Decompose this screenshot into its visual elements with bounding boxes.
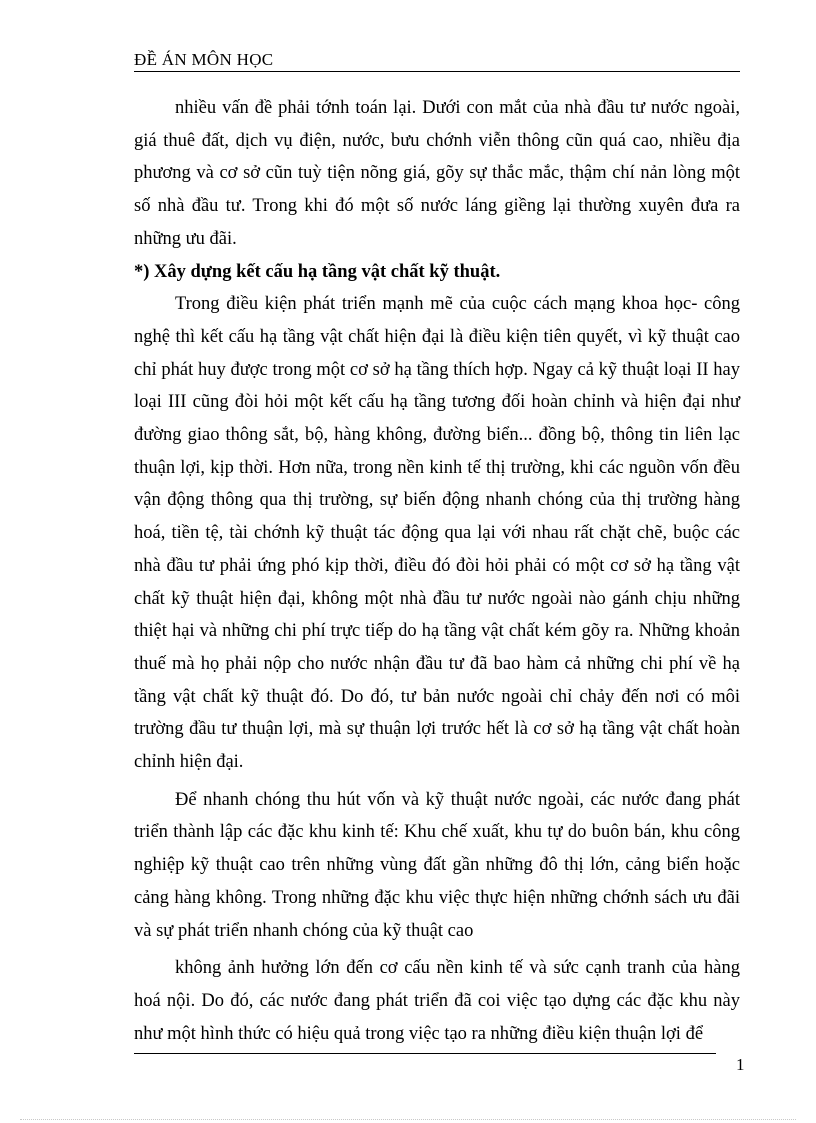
page-bottom-edge (20, 1119, 796, 1120)
paragraph: Trong điều kiện phát triển mạnh mẽ của cuộc cách mạng khoa học- công nghệ thì kết cấu hạ tầng vật chất hiện đại là điều kiện tiên quyết, vì kỹ thuật cao chỉ phát huy được trong một cơ sở hạ tầng thích hợp. Ngay cả kỹ thuật loại II hay loại III cũng đòi hỏi một kết cấu hạ tầng tương đối hoàn chỉnh và hiện đại như đường giao thông sắt, bộ, hàng không, đường biển... đồng bộ, thông tin liên lạc thuận lợi, kịp thời. Hơn nữa, trong nền kinh tế thị trường, khi các nguồn vốn đều vận động thông qua thị trường, sự biến động nhanh chóng của thị trường hàng hoá, tiền tệ, tài chớnh kỹ thuật tác động qua lại với nhau rất chặt chẽ, buộc các nhà đầu tư phải ứng phó kịp thời, điều đó đòi hỏi phải có một cơ sở hạ tầng vật chất kỹ thuật hiện đại, không một nhà đầu tư nước ngoài nào gánh chịu những thiệt hại và những chi phí trực tiếp do hạ tầng vật chất kém gõy ra. Những khoản thuế mà họ phải nộp cho nước nhận đầu tư đã bao hàm cả những chi phí về hạ tầng vật chất kỹ thuật đó. Do đó, tư bản nước ngoài chỉ chảy đến nơi có môi trường đầu tư thuận lợi, mà sự thuận lợi trước hết là cơ sở hạ tầng vật chất hoàn chỉnh hiện đại. (134, 294, 740, 773)
document-body (134, 92, 740, 1050)
paragraph: nhiều vấn đề phải tớnh toán lại. Dưới con mắt của nhà đầu tư nước ngoài, giá thuê đất, dịch vụ điện, nước, bưu chớnh viễn thông cũn quá cao, nhiều địa phương và cơ sở cũn tuỳ tiện nõng giá, gõy sự thắc mắc, thậm chí nản lòng một số nhà đầu tư. Trong khi đó một số nước láng giềng lại thường xuyên đưa ra những ưu đãi. (134, 98, 740, 249)
page-number: 1 (736, 1055, 745, 1074)
footer-divider (134, 1053, 716, 1054)
header-divider (134, 71, 740, 72)
paragraph: Để nhanh chóng thu hút vốn và kỹ thuật nước ngoài, các nước đang phát triển thành lập các đặc khu kinh tế: Khu chế xuất, khu tự do buôn bán, khu công nghiệp kỹ thuật cao trên những vùng đất gần những đô thị lớn, cảng biển hoặc cảng hàng không. Trong những đặc khu việc thực hiện những chớnh sách ưu đãi và sự phát triển nhanh chóng của kỹ thuật cao (134, 789, 740, 941)
paragraph: không ảnh hưởng lớn đến cơ cấu nền kinh tế và sức cạnh tranh của hàng hoá nội. Do đó, các nước đang phát triển đã coi việc tạo dựng các đặc khu này như một hình thức có hiệu quả trong việc tạo ra những điều kiện thuận lợi để (134, 958, 740, 1044)
section-heading: *) Xây dựng kết cấu hạ tầng vật chất kỹ thuật. (134, 261, 501, 282)
page-header-title: ĐỀ ÁN MÔN HỌC (134, 50, 274, 69)
